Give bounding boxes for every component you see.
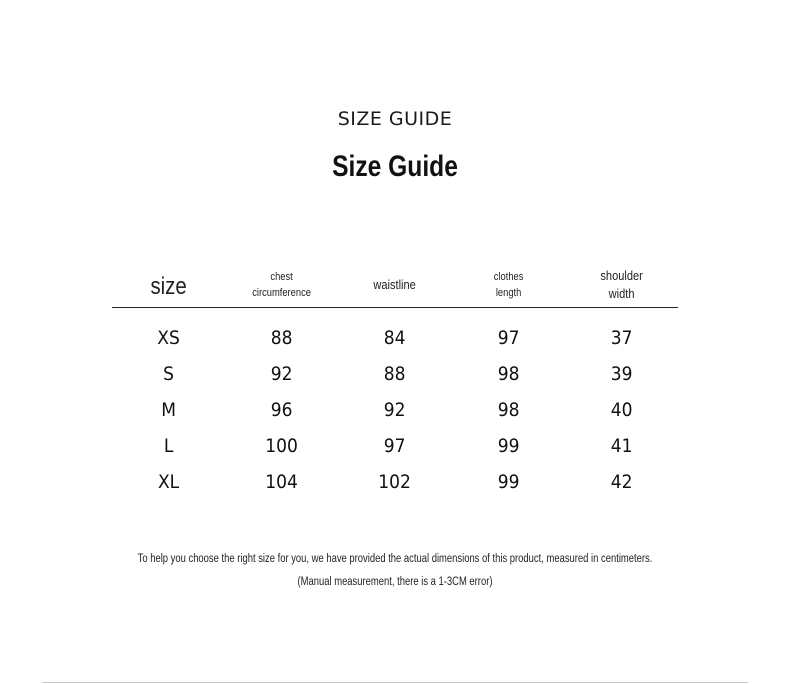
cell-chest: 100 <box>265 435 299 457</box>
header-waistline-label: waistline <box>373 276 417 292</box>
cell-shoulder-width: 41 <box>610 435 633 457</box>
table-row <box>112 392 678 428</box>
cell-shoulder-width: 39 <box>610 363 633 385</box>
table-row <box>112 428 678 464</box>
header-size <box>112 270 225 300</box>
page-subtitle: SIZE GUIDE <box>337 108 453 130</box>
cell-size: L <box>163 435 174 457</box>
table-header-row <box>112 262 678 308</box>
size-table <box>112 262 678 500</box>
header-chest-line1: chest <box>270 270 293 283</box>
cell-shoulder-width: 37 <box>610 327 633 349</box>
header-size-label: size <box>150 272 187 300</box>
header-clothes-line1: clothes <box>493 270 523 283</box>
measurement-error-note: (Manual measurement, there is a 1-3CM error) <box>297 576 493 588</box>
cell-shoulder-width: 42 <box>610 471 633 493</box>
header-shoulder-line2: width <box>608 285 635 301</box>
cell-chest: 104 <box>265 471 299 493</box>
cell-waistline: 97 <box>384 435 406 457</box>
cell-clothes-length: 99 <box>497 471 520 493</box>
header-chest-circumference <box>225 269 338 301</box>
cell-chest: 96 <box>270 399 293 421</box>
cell-clothes-length: 98 <box>497 399 520 421</box>
cell-waistline: 88 <box>384 363 406 385</box>
table-row <box>112 356 678 392</box>
header-chest-line2: circumference <box>252 286 312 299</box>
table-body <box>112 308 678 500</box>
header-clothes-length <box>452 269 565 301</box>
measurement-note: To help you choose the right size for you, we have provided the actual dimensions of this product, measured in centimeters. <box>137 553 653 565</box>
cell-chest: 92 <box>270 363 293 385</box>
table-row <box>112 464 678 500</box>
table-row <box>112 320 678 356</box>
header-waistline <box>338 277 451 293</box>
cell-size: S <box>163 363 175 385</box>
header-shoulder-width <box>565 267 678 303</box>
header-clothes-line2: length <box>495 286 521 299</box>
bottom-divider <box>42 682 748 683</box>
cell-waistline: 102 <box>378 471 412 493</box>
cell-size: M <box>161 399 176 421</box>
cell-chest: 88 <box>270 327 293 349</box>
cell-clothes-length: 98 <box>497 363 520 385</box>
cell-clothes-length: 97 <box>497 327 520 349</box>
header-shoulder-line1: shoulder <box>600 267 643 283</box>
cell-size: XS <box>157 327 180 349</box>
cell-clothes-length: 99 <box>497 435 520 457</box>
cell-size: XL <box>157 471 180 493</box>
cell-waistline: 92 <box>384 399 406 421</box>
page-title: Size Guide <box>332 150 458 183</box>
cell-shoulder-width: 40 <box>610 399 633 421</box>
cell-waistline: 84 <box>384 327 406 349</box>
